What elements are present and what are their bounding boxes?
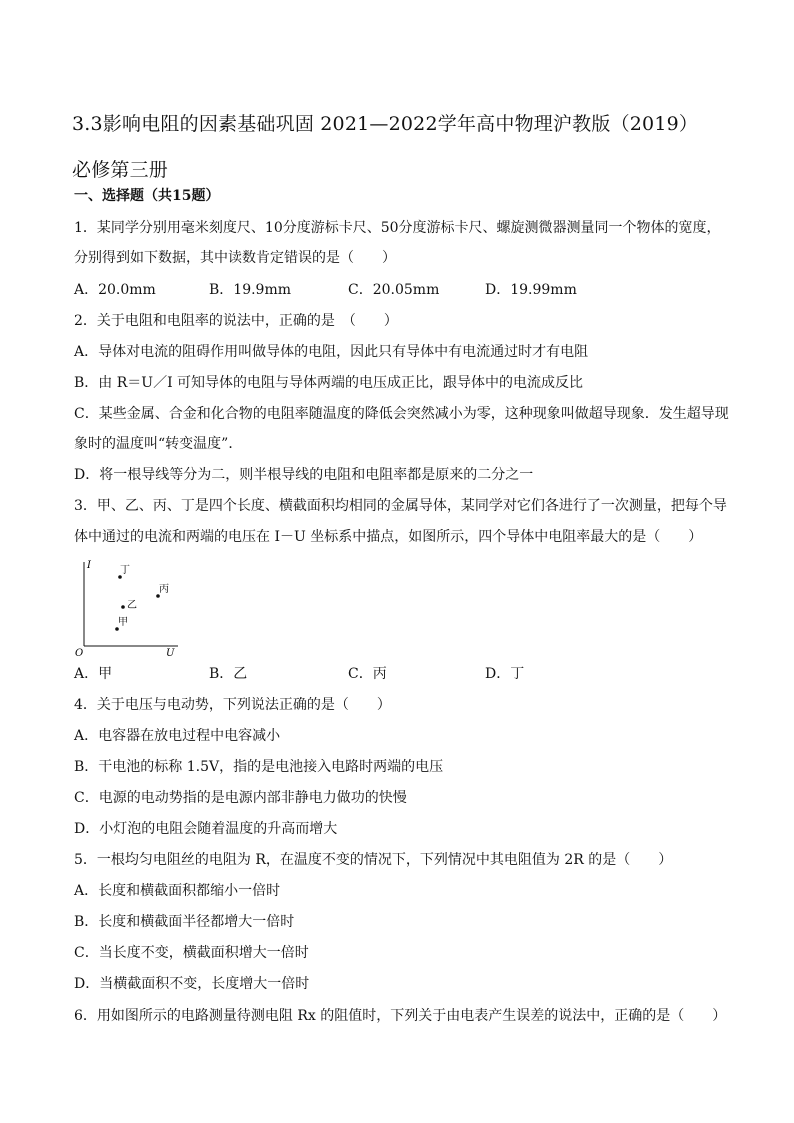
q3-option-d: D．丁 [485, 666, 525, 682]
q1-option-d: D．19.99mm [485, 282, 577, 298]
document-title [72, 101, 742, 193]
section-heading: 一、选择题（共15题） [74, 188, 220, 204]
point-ding-label: 丁 [120, 565, 130, 576]
title-line-1: 3.3影响电阻的因素基础巩固 2021—2022学年高中物理沪教版（2019） [72, 113, 699, 135]
q2-stem: 2．关于电阻和电阻率的说法中，正确的是 （ ） [74, 313, 398, 329]
q2-option-c-line-1: C．某些金属、合金和化合物的电阻率随温度的降低会突然减小为零，这种现象叫做超导现象．发生超导现 [74, 406, 729, 422]
x-axis-label: U [166, 648, 175, 658]
q2-option-c-line-2: 象时的温度叫“转变温度”． [74, 436, 243, 452]
q6-stem: 6．用如图所示的电路测量待测电阻 Rx 的阻值时，下列关于由电表产生误差的说法中，正确的是（ ） [74, 1008, 727, 1024]
q2-option-d: D．将一根导线等分为二，则半根导线的电阻和电阻率都是原来的二分之一 [74, 467, 534, 483]
q2-option-a: A．导体对电流的阻碍作用叫做导体的电阻，因此只有导体中有电流通过时才有电阻 [74, 344, 589, 360]
q4-option-d: D．小灯泡的电阻会随着温度的升高而增大 [74, 821, 338, 837]
q4-option-a: A．电容器在放电过程中电容减小 [74, 728, 281, 744]
q4-option-b: B．干电池的标称 1.5V，指的是电池接入电路时两端的电压 [74, 759, 444, 775]
title-line-2: 必修第三册 [72, 159, 169, 181]
q1-option-b: B．19.9mm [209, 282, 292, 298]
q5-option-b: B．长度和横截面半径都增大一倍时 [74, 914, 295, 930]
q3-option-a: A．甲 [74, 666, 113, 682]
point-yi [121, 605, 125, 609]
i-u-graph [74, 558, 184, 658]
q5-option-a: A．长度和横截面积都缩小一倍时 [74, 883, 281, 899]
q1-option-a: A．20.0mm [74, 282, 156, 298]
q5-option-d: D．当横截面积不变，长度增大一倍时 [74, 976, 310, 992]
q2-option-b: B．由 R＝U／I 可知导体的电阻与导体两端的电压成正比，跟导体中的电流成反比 [74, 375, 584, 391]
q4-stem: 4．关于电压与电动势，下列说法正确的是（ ） [74, 697, 391, 713]
origin-label: O [75, 648, 84, 658]
q3-stem-line-1: 3．甲、乙、丙、丁是四个长度、横截面积均相同的金属导体，某同学对它们各进行了一次测量，把每个导 [74, 498, 727, 514]
q1-stem-line-1: 1．某同学分别用毫米刻度尺、10分度游标卡尺、50分度游标卡尺、螺旋测微器测量同一个物体的宽度， [74, 220, 721, 236]
q5-option-c: C．当长度不变，横截面积增大一倍时 [74, 945, 309, 961]
y-axis-label: I [87, 560, 91, 571]
q3-option-c: C．丙 [348, 666, 387, 682]
point-yi-label: 乙 [127, 600, 137, 611]
q1-option-c: C．20.05mm [348, 282, 440, 298]
q3-stem-line-2: 体中通过的电流和两端的电压在 I－U 坐标系中描点，如图所示，四个导体中电阻率最大的是（ ） [74, 529, 703, 545]
q1-stem-line-2: 分别得到如下数据，其中读数肯定错误的是（ ） [74, 250, 396, 266]
point-jia-label: 甲 [118, 617, 128, 628]
q3-option-b: B．乙 [209, 666, 248, 682]
q4-option-c: C．电源的电动势指的是电源内部非静电力做功的快慢 [74, 790, 407, 806]
q5-stem: 5．一根均匀电阻丝的电阻为 R，在温度不变的情况下，下列情况中其电阻值为 2R 的是（ ） [74, 852, 673, 868]
point-bing-label: 丙 [159, 584, 169, 595]
